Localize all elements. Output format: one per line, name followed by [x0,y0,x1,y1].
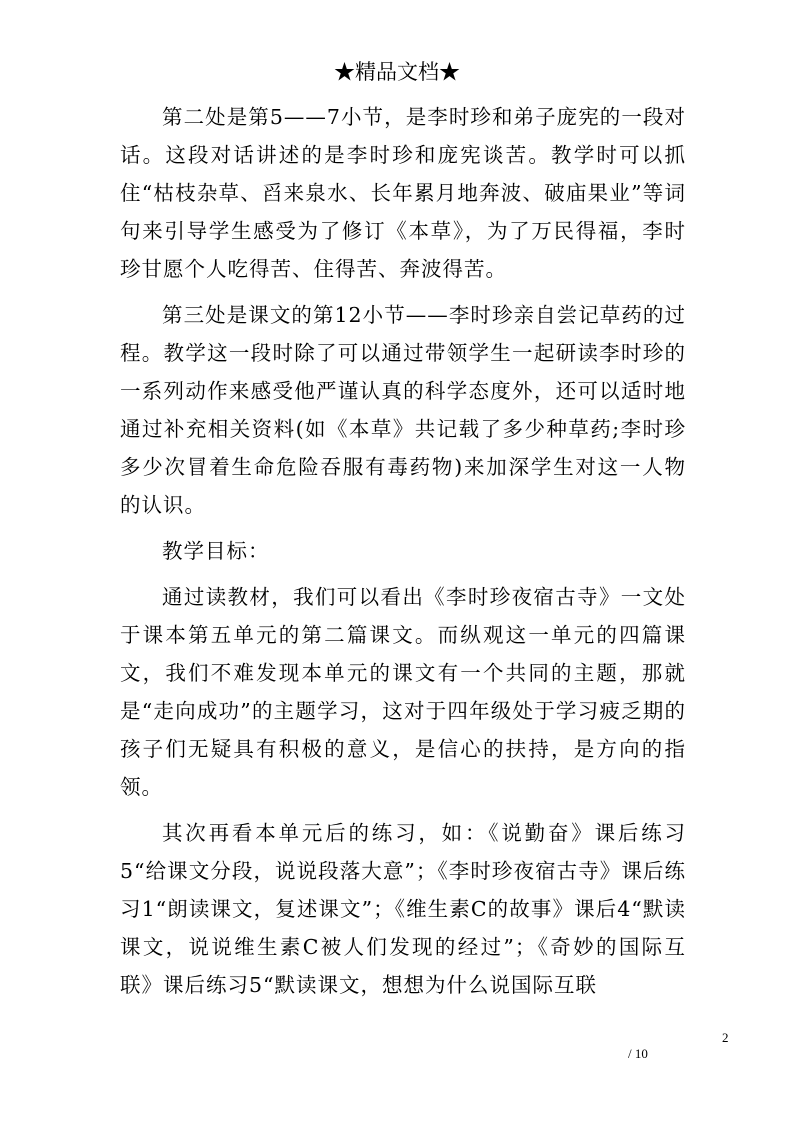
paragraph-herb-tasting: 第三处是课文的第12小节——李时珍亲自尝记草药的过程。教学这一段时除了可以通过带领学生一起研读李时珍的一系列动作来感受他严谨认真的科学态度外，还可以适时地通过补充相关资料(如《本草》共记载了多少种草药;李时珍多少次冒着生命危险吞服有毒药物)来加深学生对这一人物的认识。 [120,303,686,517]
document-body [120,98,686,1004]
paragraph-unit-theme: 通过读教材，我们可以看出《李时珍夜宿古寺》一文处于课本第五单元的第二篇课文。而纵观这一单元的四篇课文，我们不难发现本单元的课文有一个共同的主题，那就是“走向成功”的主题学习，这对于四年级处于学习疲乏期的孩子们无疑具有积极的意义，是信心的扶持，是方向的指领。 [120,585,686,799]
page-total: / 10 [628,1046,648,1061]
page-header-title: ★精品文档★ [334,60,460,84]
page-number: 2 [722,1030,729,1045]
paragraph-exercises: 其次再看本单元后的练习，如：《说勤奋》课后练习5“给课文分段，说说段落大意”；《李时珍夜宿古寺》课后练习1“朗读课文，复述课文”；《维生素C的故事》课后4“默读课文，说说维生素C被人们发现的经过”；《奇妙的国际互联》课后练习5“默读课文，想想为什么说国际互联 [120,821,686,997]
heading-teaching-goals: 教学目标： [162,539,270,563]
paragraph-dialogue: 第二处是第5——7小节，是李时珍和弟子庞宪的一段对话。这段对话讲述的是李时珍和庞宪谈苦。教学时可以抓住“枯枝杂草、舀来泉水、长年累月地奔波、破庙果业”等词句来引导学生感受为了修订《本草》，为了万民得福，李时珍甘愿个人吃得苦、住得苦、奔波得苦。 [120,105,686,281]
